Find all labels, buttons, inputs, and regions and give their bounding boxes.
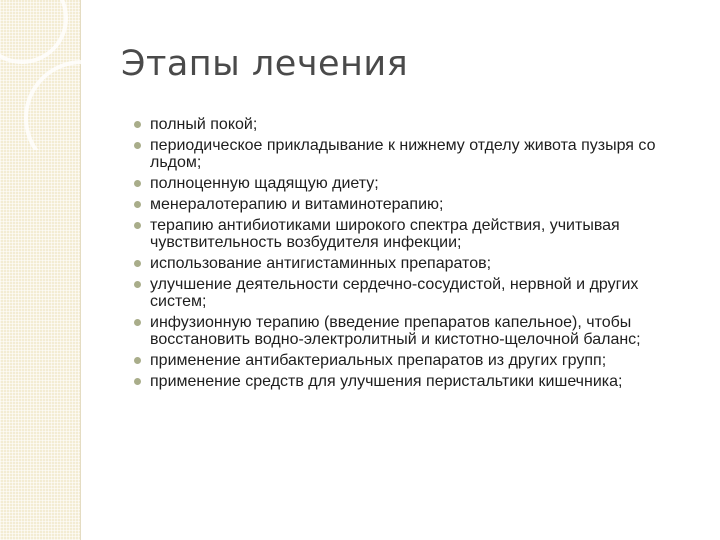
bullet-icon <box>134 180 141 187</box>
list-item <box>134 175 694 192</box>
list-item-text: улучшение деятельности сердечно-сосудистой, нервной и других систем; <box>150 276 639 310</box>
list-item-text: полноценную щадящую диету; <box>150 175 379 192</box>
bullet-icon <box>134 319 141 326</box>
list-item-text: инфузионную терапию (введение препаратов капельное), чтобы восстановить водно-электролитный и кистотно-щелочной баланс; <box>150 314 641 348</box>
list-item-text: применение средств для улучшения перистальтики кишечника; <box>150 373 623 390</box>
list-item <box>134 352 694 369</box>
list-item-text: использование антигистаминных препаратов; <box>150 255 492 272</box>
list-item <box>134 373 694 390</box>
bullet-icon <box>134 222 141 229</box>
list-item <box>134 255 694 272</box>
list-item-text: полный покой; <box>150 116 258 133</box>
decorative-circles <box>0 0 120 150</box>
bullet-icon <box>134 142 141 149</box>
bullet-icon <box>134 201 141 208</box>
bullet-icon <box>134 281 141 288</box>
bullet-list <box>134 116 694 394</box>
slide-title: Этапы лечения <box>121 44 409 84</box>
list-item-text: терапию антибиотиками широкого спектра действия, учитывая чувствительность возбудителя инфекции; <box>150 217 620 251</box>
list-item <box>134 276 694 310</box>
bullet-icon <box>134 357 141 364</box>
list-item-text: периодическое прикладывание к нижнему отделу живота пузыря со льдом; <box>150 137 656 171</box>
list-item <box>134 196 694 213</box>
list-item-text: менералотерапию и витаминотерапию; <box>150 196 444 213</box>
list-item-text: применение антибактериальных препаратов из других групп; <box>150 352 607 369</box>
bullet-icon <box>134 121 141 128</box>
bullet-icon <box>134 378 141 385</box>
list-item <box>134 137 694 171</box>
list-item <box>134 314 694 348</box>
list-item <box>134 116 694 133</box>
bullet-icon <box>134 260 141 267</box>
list-item <box>134 217 694 251</box>
